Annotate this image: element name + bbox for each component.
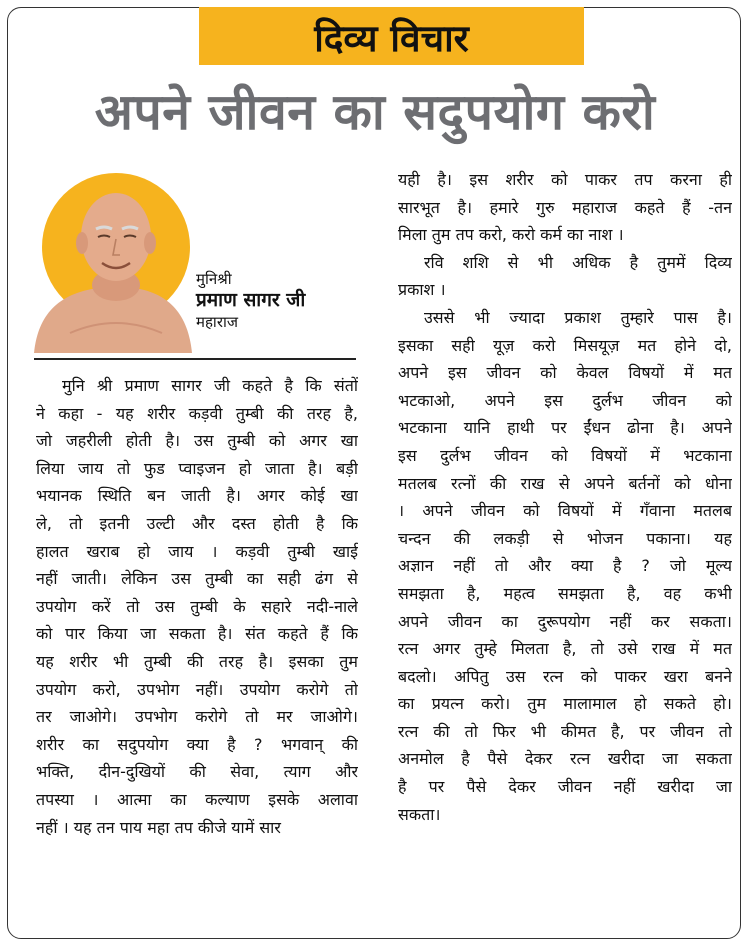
text-line: को पार किया जा सकता है। संत कहते हैं कि (36, 624, 358, 644)
text-line: तर जाओगे। उपभोग करोगे तो मर जाओगे। (36, 707, 358, 727)
portrait-ear-left (76, 232, 88, 254)
text-line: यह शरीर भी तुम्बी की तरह है। इसका तुम (36, 651, 358, 671)
author-honorific: मुनिश्री (196, 270, 232, 288)
text-line: भटकाओ, अपने इस दुर्लभ जीवन को (398, 390, 732, 410)
text-line: है पर पैसे देकर जीवन नहीं खरीदा जा (398, 777, 732, 797)
text-line: सारभूत है। हमारे गुरु महाराज कहते हैं -तन (398, 197, 732, 217)
text-line: भटकाना यानि हाथी पर ईंधन ढोना है। अपने (398, 418, 732, 438)
text-line: रत्न अगर तुम्हे मिलता है, तो उसे राख में मत (398, 639, 732, 659)
text-line: अनमोल है पैसे देकर रत्न खरीदा जा सकता (398, 749, 732, 769)
text-line: रवि शशि से भी अधिक है तुममें दिव्य (424, 252, 732, 272)
text-line: चन्दन की लकड़ी से भोजन पकाना। यह (398, 528, 732, 548)
text-line: अपने इस जीवन को केवल विषयों में मत (398, 363, 732, 383)
section-banner-label: दिव्य विचार (314, 16, 469, 60)
author-name: प्रमाण सागर जी (196, 288, 306, 311)
text-line: प्रकाश । (398, 280, 446, 300)
text-line: का प्रयत्न करो। तुम मालामाल हो सकते हो। (398, 694, 732, 714)
text-line: समझता है, महत्व समझता है, वह कभी (398, 583, 732, 603)
portrait-ear-right (144, 232, 156, 254)
text-line: मिला तुम तप करो, करो कर्म का नाश । (398, 225, 624, 245)
text-line: लिया जाय तो फुड प्वाइजन हो जाता है। बड़ी (36, 458, 358, 478)
text-line: हालत खराब हो जाय । कड़वी तुम्बी खाई (36, 541, 358, 561)
text-line: नहीं जाती। लेकिन उस तुम्बी का सही ढंग से (36, 569, 358, 589)
text-line: नहीं । यह तन पाय महा तप कीजे यामें सार (36, 817, 281, 837)
caption-divider (34, 358, 356, 360)
article-column-right (398, 166, 732, 828)
text-line: शरीर का सदुपयोग क्या है ? भगवान् की (36, 734, 358, 754)
text-line: भयानक स्थिति बन जाती है। अगर कोई खा (36, 486, 358, 506)
text-line: मुनि श्री प्रमाण सागर जी कहते है कि संतों (62, 376, 358, 395)
section-banner (199, 7, 584, 65)
text-line: यही है। इस शरीर को पाकर तप करना ही (398, 170, 732, 189)
text-line: उससे भी ज्यादा प्रकाश तुम्हारे पास है। (424, 307, 732, 327)
text-line: उपयोग करो, उपभोग नहीं। उपयोग करोगे तो (36, 679, 358, 699)
text-line: मतलब रत्नों की राख से अपने बर्तनों को धोना (398, 473, 732, 493)
text-line: ने कहा - यह शरीर कड़वी तुम्बी की तरह है, (36, 403, 358, 423)
text-line: सकता। (398, 804, 441, 824)
text-line: इस दुर्लभ जीवन को विषयों में भटकाना (398, 445, 732, 465)
text-line: जो जहरीली होती है। उस तुम्बी को अगर खा (36, 431, 358, 451)
article-column-left (36, 372, 358, 841)
text-line: बदलो। अपितु उस रत्न को पाकर खरा बनने (398, 666, 732, 686)
text-line: अज्ञान नहीं तो और क्या है ? जो मूल्य (398, 556, 732, 576)
author-caption (196, 270, 356, 331)
text-line: अपने जीवन का दुरूपयोग नहीं कर सकता। (398, 611, 732, 631)
text-line: । अपने जीवन को विषयों में गँवाना मतलब (398, 501, 732, 521)
text-line: भक्ति, दीन-दुखियों की सेवा, त्याग और (36, 762, 358, 782)
article-headline: अपने जीवन का सदुपयोग करो (94, 83, 656, 141)
text-line: तपस्या । आत्मा का कल्याण इसके अलावा (36, 789, 358, 809)
text-line: रत्न की तो फिर भी कीमत है, पर जीवन तो (398, 721, 732, 741)
text-line: उपयोग करें तो उस तुम्बी के सहारे नदी-नाले (36, 596, 358, 616)
text-line: इसका सही यूज़ करो मिसयूज़ मत होने दो, (398, 335, 732, 355)
author-suffix: महाराज (196, 312, 238, 331)
author-portrait (30, 163, 192, 353)
text-line: ले, तो इतनी उल्टी और दस्त होती है कि (36, 513, 358, 533)
